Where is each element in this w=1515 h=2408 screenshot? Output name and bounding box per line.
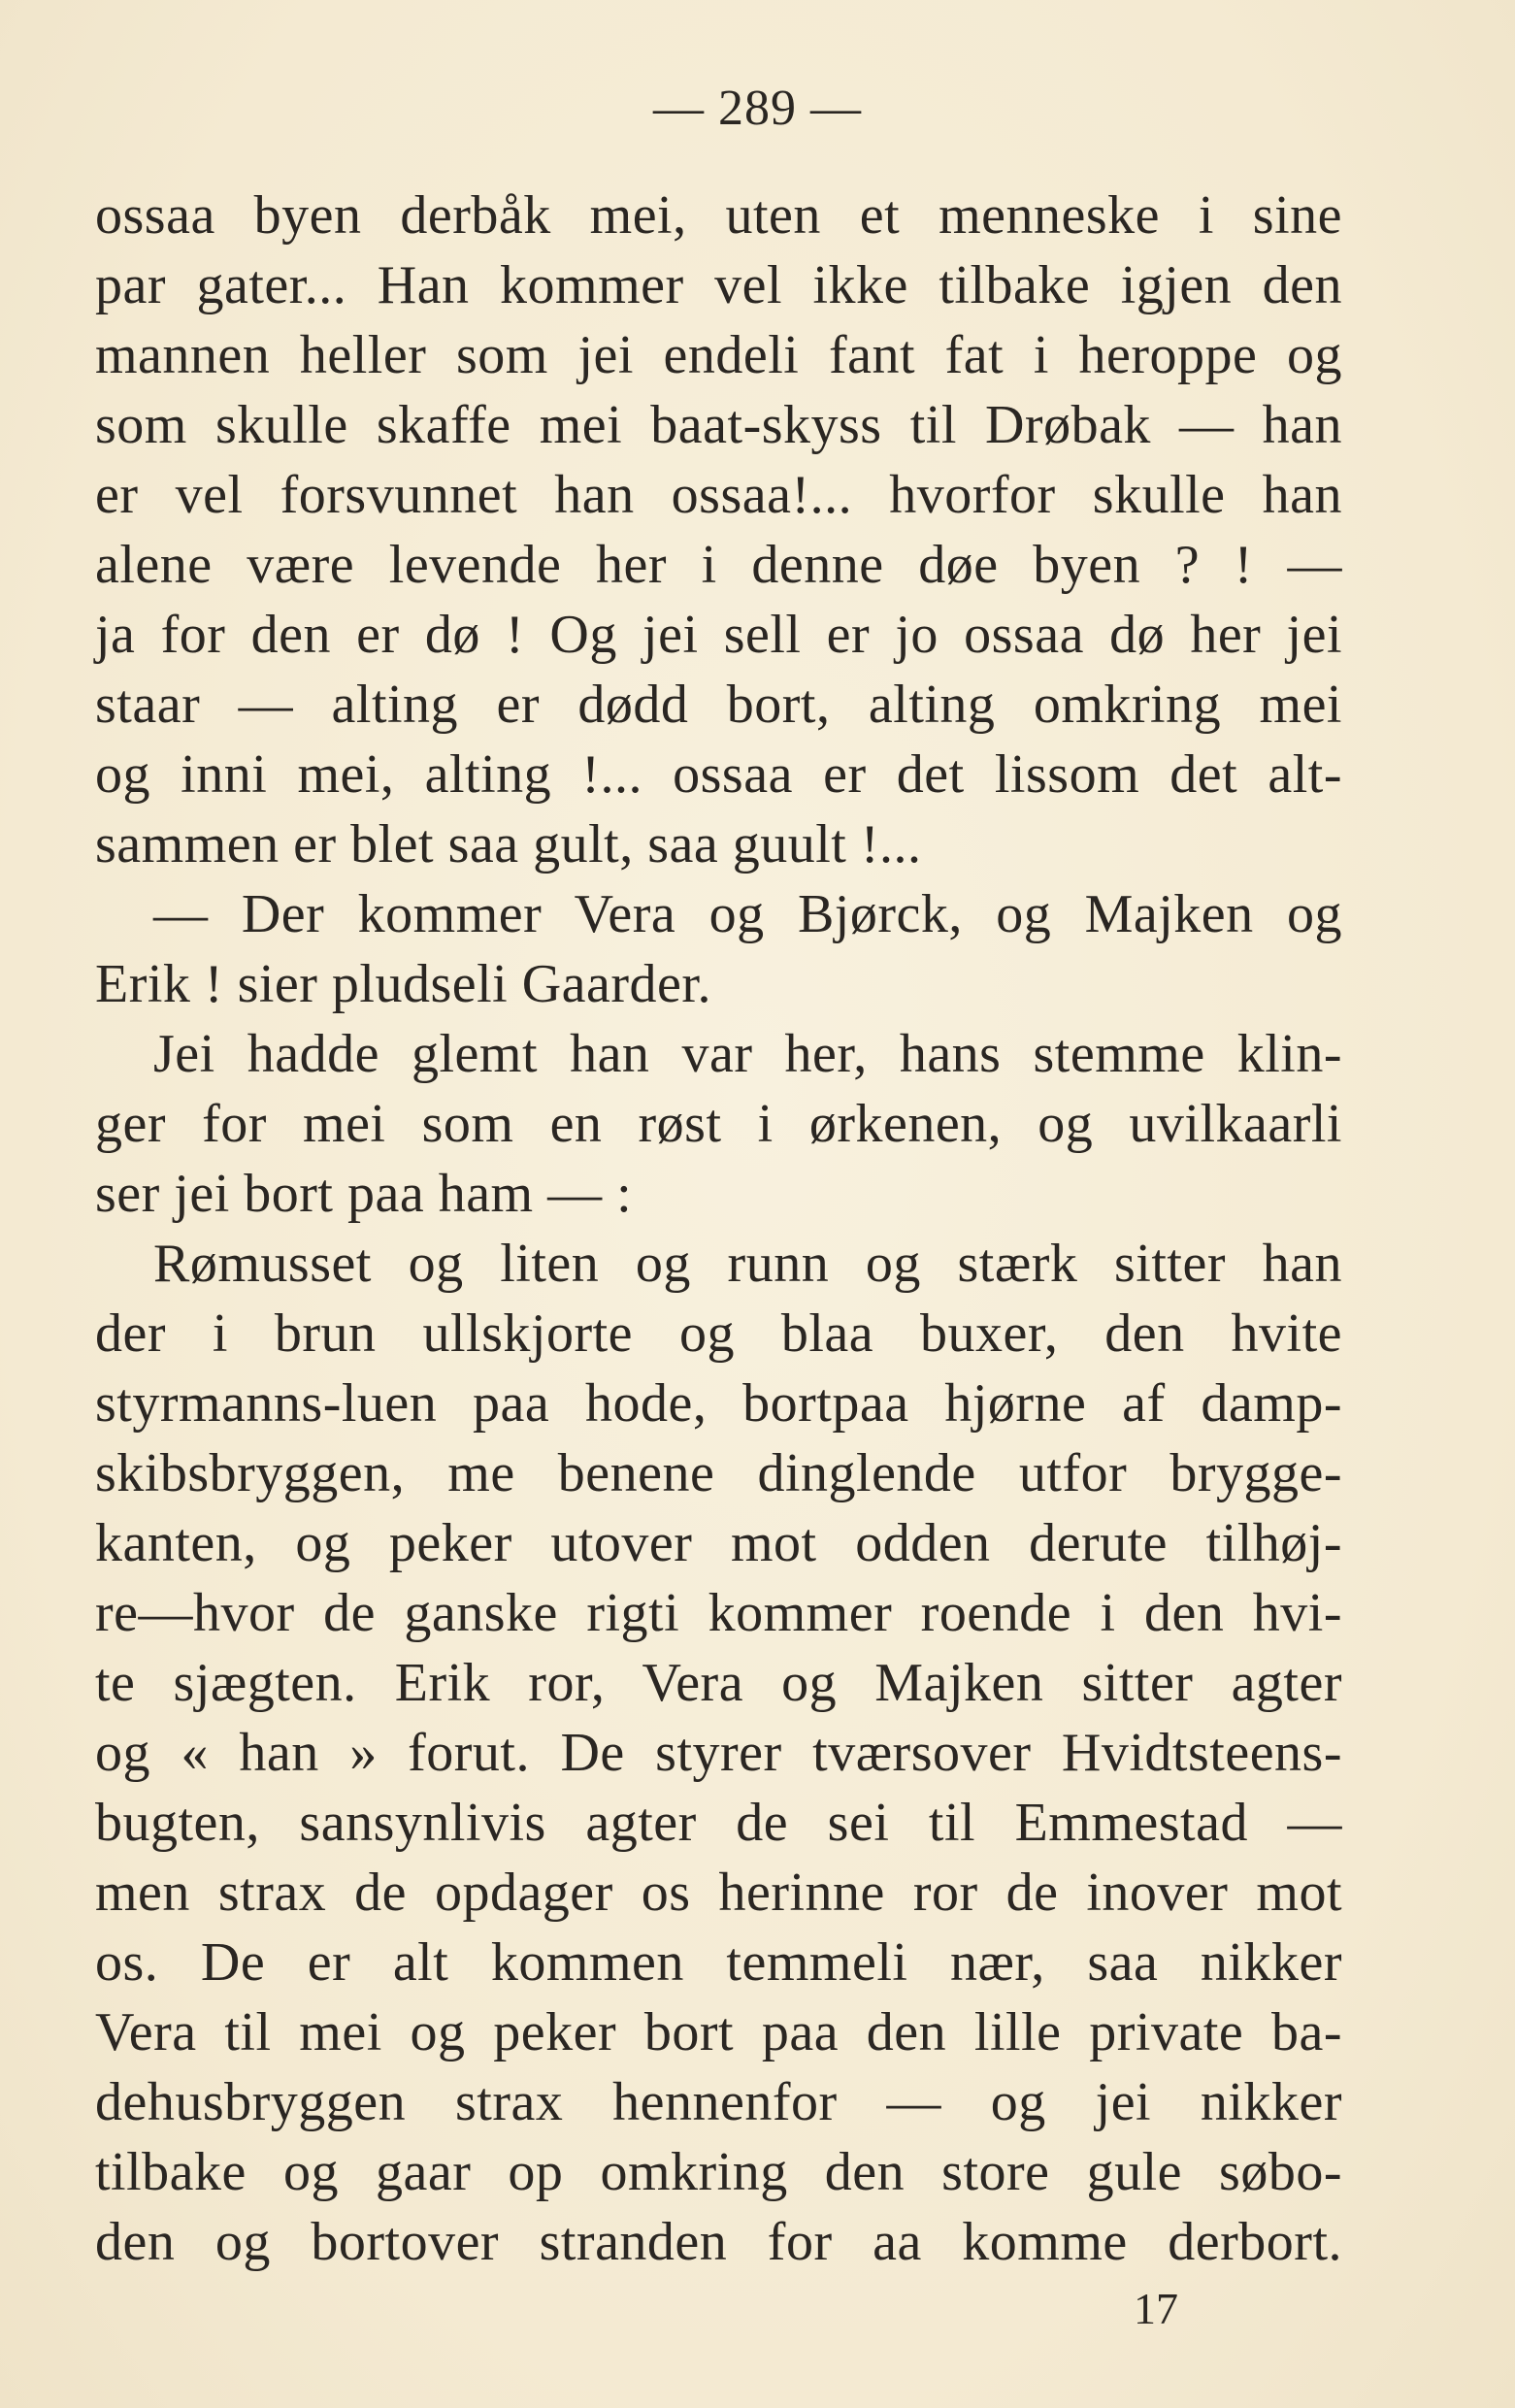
text-line: og inni mei, alting !... ossaa er det lissom det alt- <box>95 744 1342 805</box>
text-line: bugten, sansynlivis agter de sei til Emmestad — <box>95 1793 1342 1853</box>
text-line: styrmanns-luen paa hode, bortpaa hjørne af damp- <box>95 1373 1342 1434</box>
text-line: re—hvor de ganske rigti kommer roende i den hvi- <box>95 1583 1342 1643</box>
text-line: Rømusset og liten og runn og stærk sitter han <box>153 1234 1342 1294</box>
text-line: alene være levende her i denne døe byen ? ! — <box>95 535 1342 595</box>
text-line: ser jei bort paa ham — : <box>95 1164 633 1224</box>
text-line: te sjægten. Erik ror, Vera og Majken sitter agter <box>95 1653 1342 1713</box>
text-line: som skulle skaffe mei baat-skyss til Drøbak — han <box>95 395 1342 455</box>
body-text <box>95 181 1342 2277</box>
text-line: tilbake og gaar op omkring den store gule søbo- <box>95 2142 1342 2202</box>
text-line: os. De er alt kommen temmeli nær, saa nikker <box>95 1932 1342 1993</box>
text-line: ja for den er dø ! Og jei sell er jo ossaa dø her jei <box>95 605 1342 665</box>
text-line: Erik ! sier pludseli Gaarder. <box>95 954 711 1014</box>
text-line: staar — alting er dødd bort, alting omkring mei <box>95 675 1342 735</box>
signature-mark: 17 <box>1134 2284 1178 2333</box>
text-line: der i brun ullskjorte og blaa buxer, den hvite <box>95 1303 1342 1364</box>
text-line: — Der kommer Vera og Bjørck, og Majken og <box>153 884 1342 944</box>
text-line: ger for mei som en røst i ørkenen, og uvilkaarli <box>95 1094 1342 1154</box>
text-line: par gater... Han kommer vel ikke tilbake igjen den <box>95 255 1342 315</box>
text-line: og « han » forut. De styrer tværsover Hvidtsteens- <box>95 1723 1342 1783</box>
text-line: er vel forsvunnet han ossaa!... hvorfor skulle han <box>95 465 1342 525</box>
text-line: Jei hadde glemt han var her, hans stemme klin- <box>153 1024 1342 1084</box>
page-number-header: — 289 — <box>653 81 862 136</box>
text-line: skibsbryggen, me benene dinglende utfor brygge- <box>95 1443 1342 1503</box>
text-line: ossaa byen derbåk mei, uten et menneske i sine <box>95 185 1342 246</box>
text-line: sammen er blet saa gult, saa guult !... <box>95 814 922 874</box>
text-line: dehusbryggen strax hennenfor — og jei nikker <box>95 2072 1342 2132</box>
text-line: men strax de opdager os herinne ror de inover mot <box>95 1863 1342 1923</box>
text-line: den og bortover stranden for aa komme derbort. <box>95 2212 1342 2272</box>
text-line: Vera til mei og peker bort paa den lille private ba- <box>95 2002 1342 2062</box>
text-line: mannen heller som jei endeli fant fat i heroppe og <box>95 325 1342 385</box>
text-line: kanten, og peker utover mot odden derute tilhøj- <box>95 1513 1342 1573</box>
